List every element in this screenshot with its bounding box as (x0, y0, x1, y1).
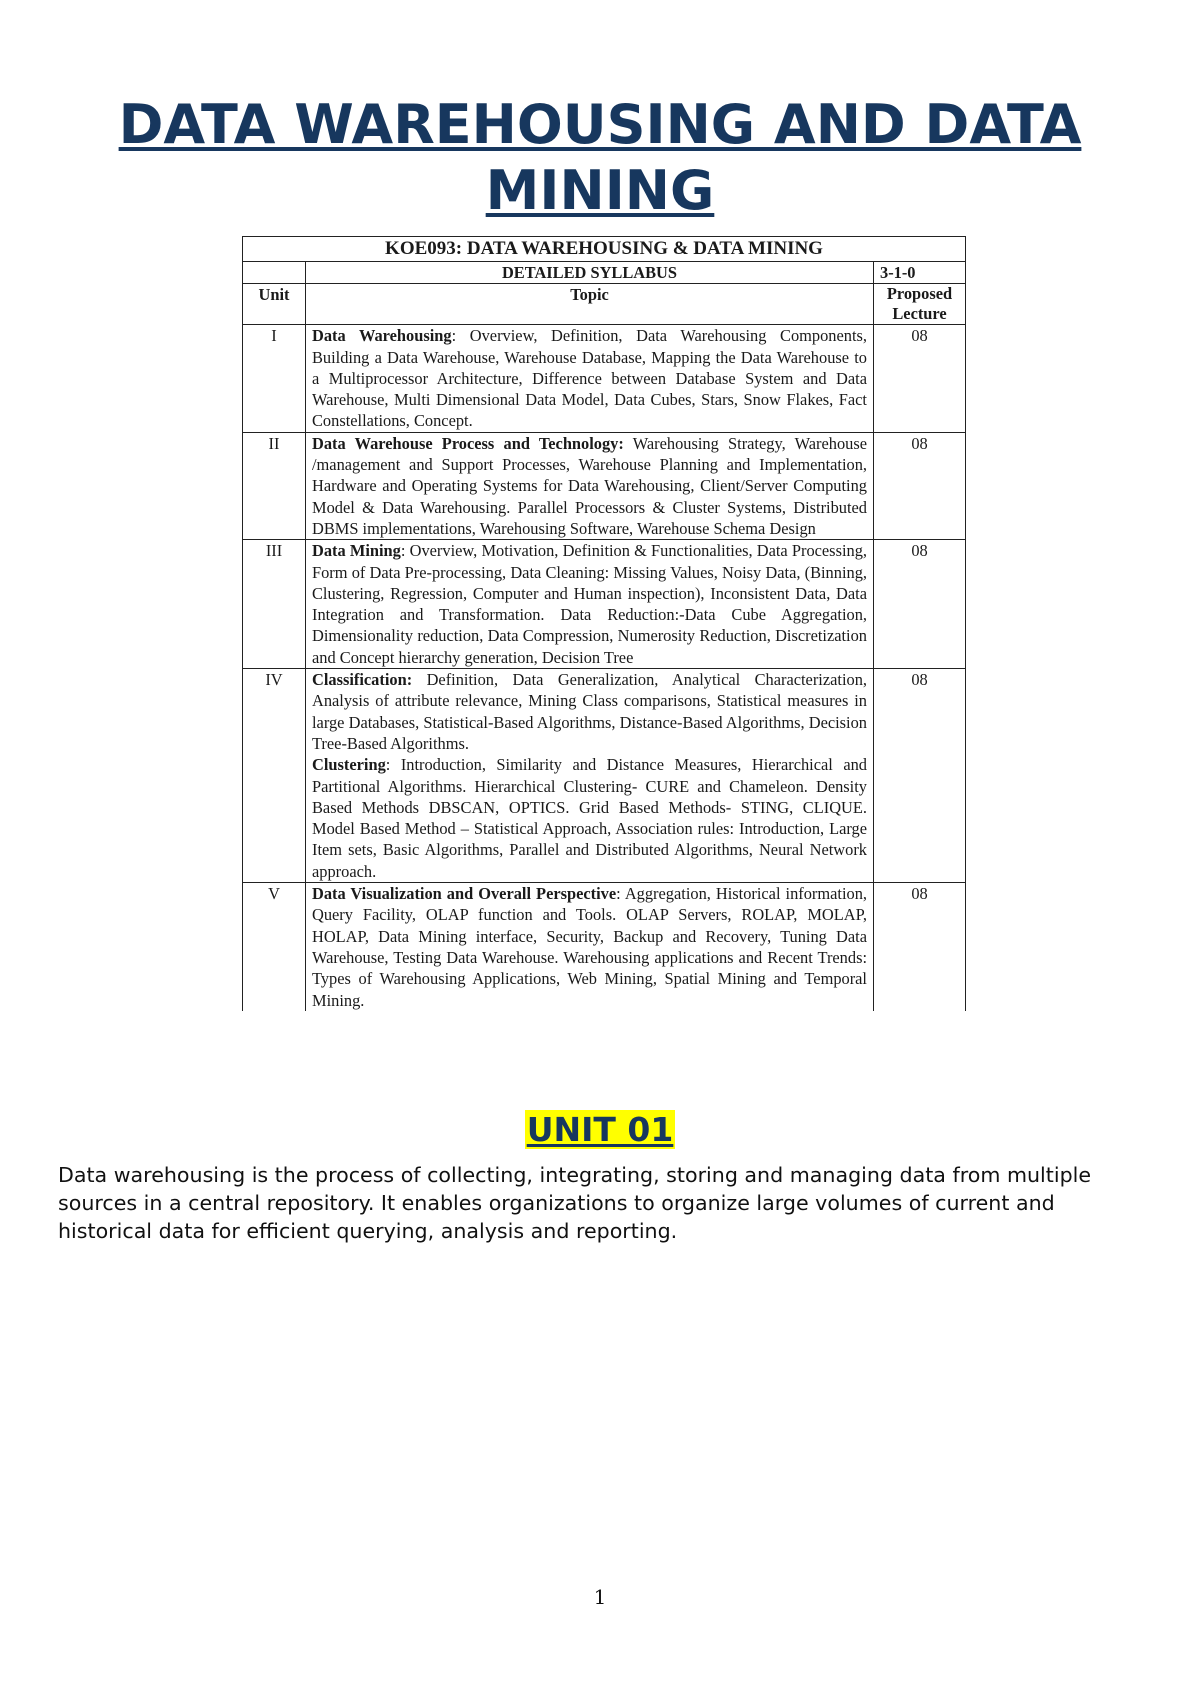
blank-cell (243, 262, 306, 284)
detailed-syllabus-row (243, 262, 966, 284)
topic-heading: Classification: (312, 670, 413, 690)
lecture-count: 08 (874, 540, 966, 669)
document-title: DATA WAREHOUSING AND DATA MINING (118, 93, 1082, 222)
ltp-label: 3-1-0 (874, 262, 966, 284)
topic-separator: : (616, 884, 621, 904)
topic-cell (306, 540, 874, 669)
topic-header: Topic (306, 284, 874, 325)
topic-text: Aggregation, Historical information, Query Facility, OLAP function and Tools. OLAP Servers, ROLAP, MOLAP, HOLAP, Data Mining interface, Security, Backup and Recovery, Tuning Data Warehouse, Testing Data Warehouse. Warehousing applications and Recent Trends: Types of Warehousing Applications, Web Mining, Spatial Mining and Temporal Mining. (312, 884, 868, 1010)
course-title: KOE093: DATA WAREHOUSING & DATA MINING (243, 237, 966, 262)
topic-text: Overview, Motivation, Definition & Functionalities, Data Processing, Form of Data Pre-processing, Data Cleaning: Missing Values, Noisy Data, (Binning, Clustering, Regression, Computer and Human inspection), Inconsistent Data, Data Integration and Transformation. Data Reduction:-Data Cube Aggregation, Dimensionality reduction, Data Compression, Numerosity Reduction, Discretization and Concept hierarchy generation, Decision Tree (312, 541, 867, 667)
intro-paragraph: Data warehousing is the process of collecting, integrating, storing and managing data from multiple sources in a central repository. It enables organizations to organize large volumes of current and historical data for efficient querying, analysis and reporting. (58, 1163, 1092, 1243)
table-row (243, 432, 966, 539)
topic-subheading: Clustering (312, 755, 386, 775)
lecture-count: 08 (874, 432, 966, 539)
lecture-count: 08 (874, 883, 966, 1011)
detailed-syllabus-label: DETAILED SYLLABUS (306, 262, 874, 284)
unit-number: IV (243, 669, 306, 883)
topic-separator: : (400, 541, 406, 561)
topic-text: Warehousing Strategy, Warehouse /management and Support Processes, Warehouse Planning and Implementation, Hardware and Operating Systems for Data Warehousing, Client/Server Computing Model & Data Warehousing. Parallel Processors & Cluster Systems, Distributed DBMS implementations, Warehousing Software, Warehouse Schema Design (312, 433, 867, 538)
unit-header: Unit (243, 284, 306, 325)
table-row (243, 540, 966, 669)
course-title-row (243, 237, 966, 262)
topic-separator: : (451, 326, 457, 346)
topic-separator: : (385, 755, 391, 775)
topic-cell (306, 325, 874, 432)
topic-text: Introduction, Similarity and Distance Measures, Hierarchical and Partitional Algorithms. Hierarchical Clustering- CURE and Chameleon. Density Based Methods DBSCAN, OPTICS. Grid Based Methods- STING, CLIQUE. Model Based Method – Statistical Approach, Association rules: Introduction, Large Item sets, Basic Algorithms, Parallel and Distributed Algorithms, Neural Network approach. (312, 755, 867, 881)
unit-number: V (243, 883, 306, 1011)
lecture-count: 08 (874, 669, 966, 883)
topic-text: Overview, Definition, Data Warehousing Components, Building a Data Warehouse, Warehouse Database, Mapping the Data Warehouse to a Multiprocessor Architecture, Difference between Database System and Data Warehouse, Multi Dimensional Data Model, Data Cubes, Stars, Snow Flakes, Fact Constellations, Concept. (312, 326, 867, 431)
section-heading: UNIT 01 (526, 1110, 674, 1149)
lecture-header: Proposed Lecture (874, 284, 966, 325)
topic-heading: Data Visualization and Overall Perspective (312, 884, 617, 904)
topic-cell (306, 432, 874, 539)
page-number: 1 (593, 1585, 607, 1609)
table-row (243, 325, 966, 432)
topic-cell (306, 883, 874, 1011)
lecture-count: 08 (874, 325, 966, 432)
table-row (243, 669, 966, 883)
unit-number: II (243, 432, 306, 539)
unit-number: III (243, 540, 306, 669)
topic-cell (306, 669, 874, 883)
section-heading-wrapper (0, 1110, 1200, 1150)
table-row (243, 883, 966, 1011)
topic-heading: Data Mining (312, 541, 401, 561)
topic-heading: Data Warehouse Process and Technology: (312, 433, 624, 453)
syllabus-table (242, 236, 966, 1011)
unit-number: I (243, 325, 306, 432)
topic-heading: Data Warehousing (312, 326, 452, 346)
topic-text: Definition, Data Generalization, Analytical Characterization, Analysis of attribute relevance, Mining Class comparisons, Statistical measures in large Databases, Statistical-Based Algorithms, Distance-Based Algorithms, Decision Tree-Based Algorithms. (312, 670, 867, 753)
header-row (243, 284, 966, 325)
